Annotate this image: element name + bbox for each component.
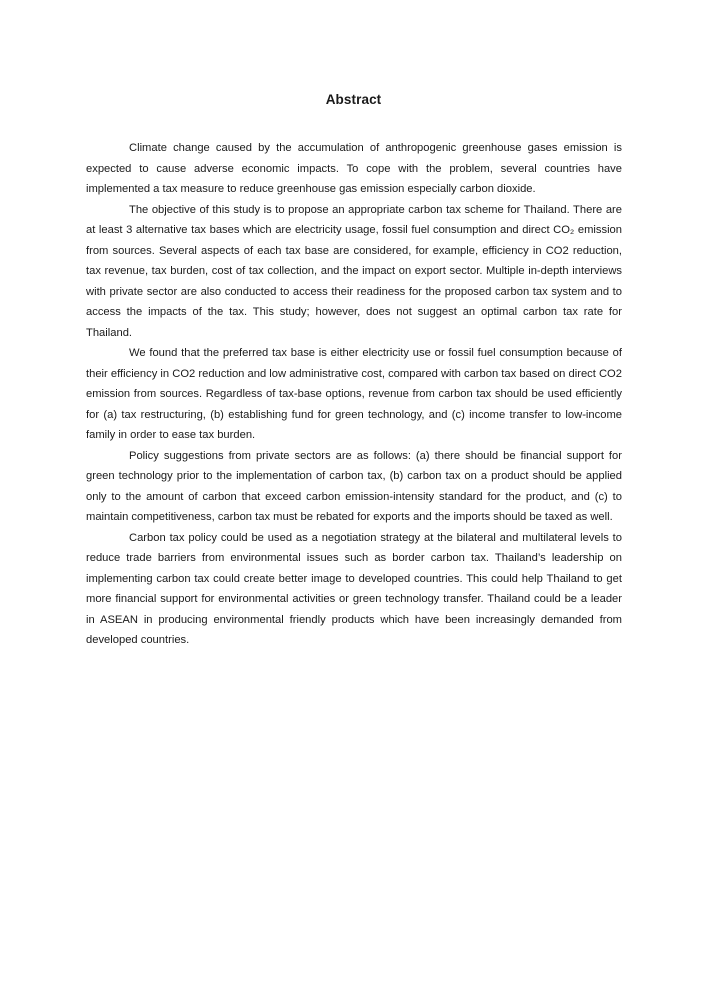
abstract-paragraph-2: The objective of this study is to propose an appropriate carbon tax scheme for Thailand. There are at least 3 alternative tax bases which are electricity usage, fossil fuel consumption and direct CO₂ emission from sources. Several aspects of each tax base are considered, for example, efficiency in CO2 reduction, tax revenue, tax burden, cost of tax collection, and the impact on export sector. Multiple in-depth interviews with private sector are also conducted to access their readiness for the proposed carbon tax system and to access the impacts of the tax. This study; however, does not suggest an optimal carbon tax rate for Thailand. xyxy=(86,203,622,339)
abstract-body xyxy=(86,138,622,651)
abstract-paragraph-4: Policy suggestions from private sectors are as follows: (a) there should be financial support for green technology prior to the implementation of carbon tax, (b) carbon tax on a product should be applied only to the amount of carbon that exceed carbon emission-intensity standard for the product, and (c) to maintain competitiveness, carbon tax must be rebated for exports and the imports should be taxed as well. xyxy=(86,449,622,523)
abstract-title: Abstract xyxy=(325,92,382,107)
abstract-paragraph-3: We found that the preferred tax base is either electricity use or fossil fuel consumption because of their efficiency in CO2 reduction and low administrative cost, compared with carbon tax based on direct CO2 emission from sources. Regardless of tax-base options, revenue from carbon tax should be used efficiently for (a) tax restructuring, (b) establishing fund for green technology, and (c) income transfer to low-income family in order to ease tax burden. xyxy=(86,347,622,441)
abstract-paragraph-1: Climate change caused by the accumulation of anthropogenic greenhouse gases emission is expected to cause adverse economic impacts. To cope with the problem, several countries have implemented a tax measure to reduce greenhouse gas emission especially carbon dioxide. xyxy=(86,142,622,195)
abstract-paragraph-5: Carbon tax policy could be used as a negotiation strategy at the bilateral and multilateral levels to reduce trade barriers from environmental issues such as border carbon tax. Thailand’s leadership on implementing carbon tax could create better image to developed countries. This could help Thailand to get more financial support for environmental activities or green technology transfer. Thailand could be a leader in ASEAN in producing environmental friendly products which have been increasingly demanded from developed countries. xyxy=(86,531,622,646)
